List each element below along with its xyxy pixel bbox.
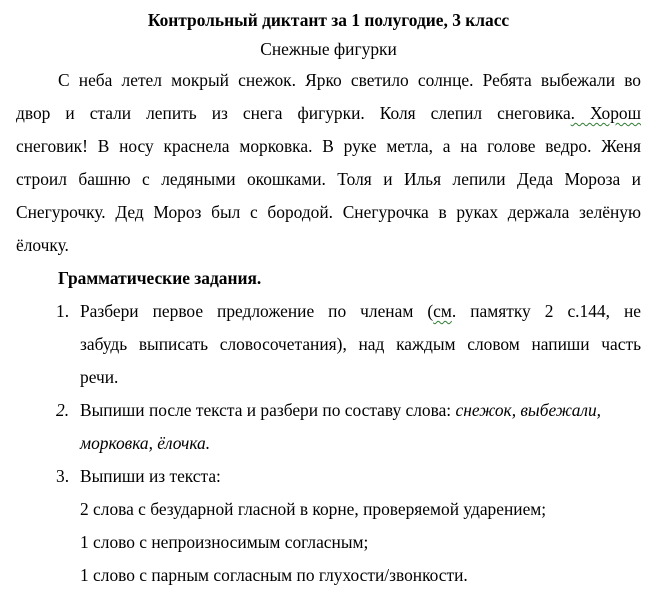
task-1-line-3 xyxy=(16,361,641,394)
dictation-text: . В руке метла, а на голове ведро xyxy=(308,136,588,156)
document-page xyxy=(16,0,641,592)
task-2-line-2 xyxy=(16,427,641,460)
dictation-text: Снегурочку. Дед Мороз был с бородой. Снегурочка в руках держала зелёную xyxy=(16,202,641,222)
document-title: Контрольный диктант за 1 полугодие, 3 класс xyxy=(147,10,510,30)
task-text: забудь выписать словосочетания), над каждым словом напиши часть xyxy=(80,334,641,354)
spellcheck-mark: . Хорош xyxy=(570,103,641,123)
dictation-line-4 xyxy=(16,163,641,196)
task-2-line-1 xyxy=(16,394,641,427)
dictation-text: ёлочку. xyxy=(16,235,69,255)
dictation-text: . Толя и Илья лепили Деда Мороза и xyxy=(321,169,641,189)
task-text: Выпиши после текста и разбери по составу слова: xyxy=(80,400,456,420)
grammar-heading: Грамматические задания. xyxy=(58,268,262,288)
task-text: речи. xyxy=(80,367,119,387)
task-text: Выпиши из текста: xyxy=(80,466,221,486)
dictation-text: строил башню с ледяными окошками xyxy=(16,169,322,189)
task-number: 1. xyxy=(56,301,70,321)
dictation-title: Снежные фигурки xyxy=(260,39,397,59)
dictation-line-1 xyxy=(16,64,641,97)
dictation-line-6 xyxy=(16,229,641,262)
task-number: 2. xyxy=(56,400,70,420)
dictation-line-2 xyxy=(16,97,641,130)
dictation-text: С неба летел мокрый снежок. Ярко светило солнце. Ребята выбежали во xyxy=(58,70,641,90)
task-3-sub-3: 1 слово с парным согласным по глухости/звонкости. xyxy=(80,565,468,585)
task-text: Разбери первое предложение по членам ( xyxy=(80,301,434,321)
dictation-line-5 xyxy=(16,196,641,229)
task-3-line-1 xyxy=(16,460,641,493)
dictation-line-3 xyxy=(16,130,641,163)
task-words: морковка, ёлочка. xyxy=(80,433,211,453)
task-number: 3. xyxy=(56,466,70,486)
task-1-line-2 xyxy=(16,328,641,361)
dictation-text: снеговик! В носу краснела морковка xyxy=(16,136,309,156)
task-3-sub-2: 1 слово с непроизносимым согласным; xyxy=(80,532,369,552)
task-1-line-1 xyxy=(16,295,641,328)
spellcheck-mark: см xyxy=(433,301,452,321)
dictation-text: двор и стали лепить из снега фигурки. Коля слепил снеговика xyxy=(16,103,571,123)
dictation-text: . Женя xyxy=(587,136,641,156)
task-words: снежок, выбежали, xyxy=(455,400,602,420)
task-text: . памятку 2 с.144, не xyxy=(451,301,641,321)
task-3-sub-1: 2 слова с безударной гласной в корне, проверяемой ударением; xyxy=(80,499,547,519)
